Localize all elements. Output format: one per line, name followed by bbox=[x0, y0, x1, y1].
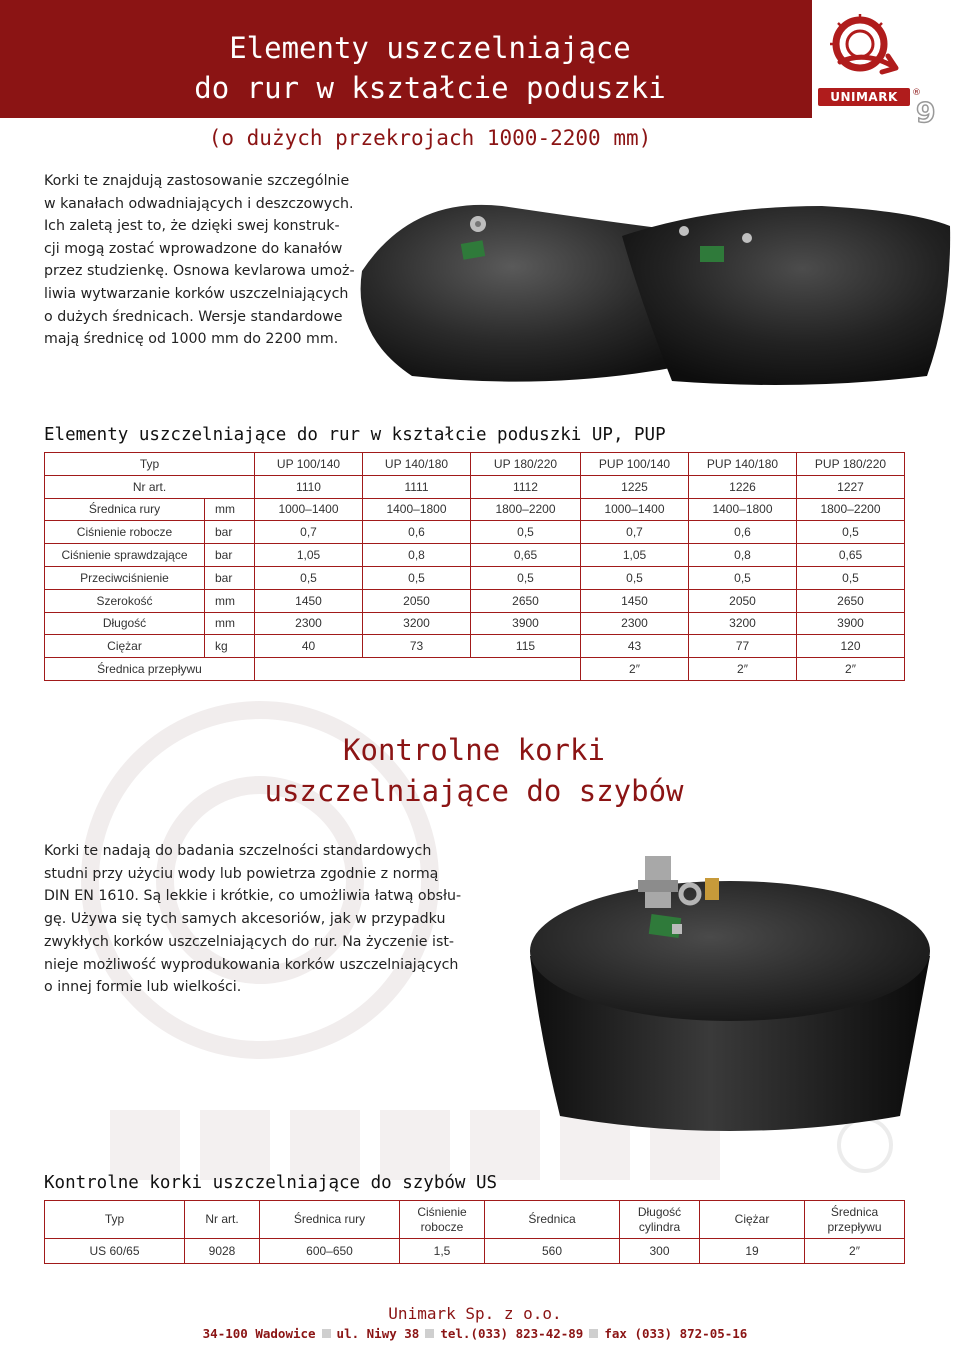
value-cell: 0,5 bbox=[797, 521, 905, 544]
header-cell: Ciężar bbox=[700, 1201, 805, 1239]
value-cell: 0,5 bbox=[581, 566, 689, 589]
header-cell: UP 180/220 bbox=[471, 453, 581, 476]
header-cell: PUP 140/180 bbox=[689, 453, 797, 476]
value-cell: 1,05 bbox=[581, 544, 689, 567]
footer-address: 34-100 Wadowice bbox=[202, 1326, 316, 1341]
param-cell: Szerokość bbox=[45, 589, 205, 612]
registered-mark: ® bbox=[912, 88, 921, 98]
param-cell: Przeciwciśnienie bbox=[45, 566, 205, 589]
section2-title-line1: Kontrolne korki bbox=[343, 733, 605, 767]
unit-cell: bar bbox=[205, 566, 255, 589]
value-cell: 1111 bbox=[363, 475, 471, 498]
pillow-plug-spec-table bbox=[44, 452, 905, 681]
value-cell: 73 bbox=[363, 635, 471, 658]
separator-square-icon bbox=[589, 1329, 598, 1338]
value-cell: 0,5 bbox=[255, 566, 363, 589]
value-cell: 0,65 bbox=[471, 544, 581, 567]
page-title bbox=[0, 28, 860, 108]
unimark-logo-icon bbox=[826, 10, 902, 86]
intro-line: mają średnicę od 1000 mm do 2200 mm. bbox=[44, 331, 339, 348]
value-cell: 3900 bbox=[471, 612, 581, 635]
value-cell: 2650 bbox=[797, 589, 905, 612]
value-cell: 0,5 bbox=[797, 566, 905, 589]
value-cell: 0,7 bbox=[581, 521, 689, 544]
table2-title: Kontrolne korki uszczelniające do szybów US bbox=[44, 1173, 498, 1193]
separator-square-icon bbox=[425, 1329, 434, 1338]
header-cell: Średnica przepływu bbox=[805, 1201, 905, 1239]
value-cell: 1110 bbox=[255, 475, 363, 498]
value-cell: 1227 bbox=[797, 475, 905, 498]
value-cell: 2″ bbox=[581, 658, 689, 681]
value-cell: 1450 bbox=[581, 589, 689, 612]
intro-line: Korki te znajdują zastosowanie szczególnie bbox=[44, 173, 350, 189]
logo-wordmark: UNIMARK bbox=[818, 88, 910, 106]
param-cell: Ciśnienie robocze bbox=[45, 521, 205, 544]
value-cell: 40 bbox=[255, 635, 363, 658]
header-cell: Średnica rury bbox=[260, 1201, 400, 1239]
value-cell: 0,8 bbox=[689, 544, 797, 567]
param-cell: Długość bbox=[45, 612, 205, 635]
header-cell: UP 100/140 bbox=[255, 453, 363, 476]
section2-text bbox=[44, 840, 462, 999]
section2-line: studni przy użyciu wody lub powietrza zgodnie z normą bbox=[44, 865, 439, 882]
page-title-line1: Elementy uszczelniające bbox=[229, 31, 631, 65]
value-cell: 120 bbox=[797, 635, 905, 658]
value-cell: 0,8 bbox=[363, 544, 471, 567]
value-cell: 2300 bbox=[255, 612, 363, 635]
table-row bbox=[45, 635, 905, 658]
value-cell: 1800–2200 bbox=[797, 498, 905, 521]
unit-cell: mm bbox=[205, 612, 255, 635]
value-cell: 2″ bbox=[689, 658, 797, 681]
header-cell: Typ bbox=[45, 1201, 185, 1239]
param-cell: Średnica przepływu bbox=[45, 658, 255, 681]
value-cell: 1400–1800 bbox=[689, 498, 797, 521]
table-row bbox=[45, 1239, 905, 1264]
footer-street: ul. Niwy 38 bbox=[336, 1326, 420, 1341]
value-cell: 300 bbox=[620, 1239, 700, 1264]
value-cell: 9028 bbox=[185, 1239, 260, 1264]
value-cell: 0,5 bbox=[363, 566, 471, 589]
value-cell: 0,5 bbox=[689, 566, 797, 589]
section2-line: Korki te nadają do badania szczelności standardowych bbox=[44, 843, 432, 859]
value-cell: 1400–1800 bbox=[363, 498, 471, 521]
value-cell: 2050 bbox=[363, 589, 471, 612]
header-cell: Ciśnienie robocze bbox=[400, 1201, 485, 1239]
table-header-row bbox=[45, 1201, 905, 1239]
intro-line: liwia wytwarzanie korków uszczelniających bbox=[44, 285, 349, 302]
section2-line: nieje możliwość wyprodukowania korków uszczelniających bbox=[44, 956, 459, 973]
value-cell: 19 bbox=[700, 1239, 805, 1264]
table-row bbox=[45, 498, 905, 521]
value-cell: 0,7 bbox=[255, 521, 363, 544]
shaft-plug-photo bbox=[520, 836, 940, 1136]
page-number: 9 bbox=[916, 96, 936, 129]
header-cell: Długość cylindra bbox=[620, 1201, 700, 1239]
table-row bbox=[45, 589, 905, 612]
value-cell: 3900 bbox=[797, 612, 905, 635]
value-cell: 2300 bbox=[581, 612, 689, 635]
section2-line: gę. Używa się tych samych akcesoriów, jak w przypadku bbox=[44, 911, 446, 928]
section2-title-line2: uszczelniające do szybów bbox=[264, 774, 684, 808]
param-cell: Nr art. bbox=[45, 475, 255, 498]
footer-tel: tel.(033) 823-42-89 bbox=[440, 1326, 584, 1341]
value-cell: 1225 bbox=[581, 475, 689, 498]
value-cell: 43 bbox=[581, 635, 689, 658]
value-cell: 0,6 bbox=[689, 521, 797, 544]
value-cell: 0,5 bbox=[471, 521, 581, 544]
value-cell: 0,5 bbox=[471, 566, 581, 589]
header-cell: PUP 180/220 bbox=[797, 453, 905, 476]
header-cell: PUP 100/140 bbox=[581, 453, 689, 476]
value-cell: 77 bbox=[689, 635, 797, 658]
unit-cell: bar bbox=[205, 544, 255, 567]
table-row bbox=[45, 658, 905, 681]
value-cell: 3200 bbox=[689, 612, 797, 635]
section2-line: DIN EN 1610. Są lekkie i krótkie, co umożliwia łatwą obsłu- bbox=[44, 888, 462, 905]
value-cell: 1000–1400 bbox=[255, 498, 363, 521]
table-row bbox=[45, 612, 905, 635]
value-cell: 1112 bbox=[471, 475, 581, 498]
intro-line: cji mogą zostać wprowadzone do kanałów bbox=[44, 240, 343, 257]
value-cell: US 60/65 bbox=[45, 1239, 185, 1264]
section2-title bbox=[0, 730, 948, 812]
value-cell: 1000–1400 bbox=[581, 498, 689, 521]
footer-company: Unimark Sp. z o.o. bbox=[388, 1304, 562, 1323]
separator-square-icon bbox=[322, 1329, 331, 1338]
value-cell: 2650 bbox=[471, 589, 581, 612]
intro-line: przez studzienkę. Osnowa kevlarowa umoż- bbox=[44, 263, 355, 280]
shaft-plug-spec-table bbox=[44, 1200, 905, 1264]
footer-contact bbox=[0, 1326, 950, 1341]
table1-title: Elementy uszczelniające do rur w kształcie poduszki UP, PUP bbox=[44, 425, 666, 445]
table-row bbox=[45, 544, 905, 567]
value-cell: 115 bbox=[471, 635, 581, 658]
footer-fax: fax (033) 872-05-16 bbox=[604, 1326, 748, 1341]
section2-line: o innej formie lub wielkości. bbox=[44, 979, 242, 996]
unit-cell: mm bbox=[205, 589, 255, 612]
value-cell: 0,6 bbox=[363, 521, 471, 544]
page-title-line2: do rur w kształcie poduszki bbox=[194, 71, 666, 105]
header-cell: Typ bbox=[45, 453, 255, 476]
value-cell: 3200 bbox=[363, 612, 471, 635]
pillow-plug-photo bbox=[352, 176, 952, 396]
value-cell: 2″ bbox=[797, 658, 905, 681]
intro-line: Ich zaletą jest to, że dzięki swej konstruk- bbox=[44, 218, 340, 235]
param-cell: Ciśnienie sprawdzające bbox=[45, 544, 205, 567]
table-header-row bbox=[45, 453, 905, 476]
value-cell: 0,65 bbox=[797, 544, 905, 567]
unit-cell: mm bbox=[205, 498, 255, 521]
value-cell: 560 bbox=[485, 1239, 620, 1264]
value-cell: 1800–2200 bbox=[471, 498, 581, 521]
value-cell bbox=[255, 658, 581, 681]
section2-line: zwykłych korków uszczelniających do rur. Na życzenie ist- bbox=[44, 933, 455, 950]
header-cell: Średnica bbox=[485, 1201, 620, 1239]
unit-cell: bar bbox=[205, 521, 255, 544]
param-cell: Średnica rury bbox=[45, 498, 205, 521]
value-cell: 600–650 bbox=[260, 1239, 400, 1264]
intro-line: o dużych średnicach. Wersje standardowe bbox=[44, 308, 343, 325]
value-cell: 1,5 bbox=[400, 1239, 485, 1264]
unit-cell: kg bbox=[205, 635, 255, 658]
value-cell: 1450 bbox=[255, 589, 363, 612]
header-cell: UP 140/180 bbox=[363, 453, 471, 476]
page-subtitle: (o dużych przekrojach 1000-2200 mm) bbox=[208, 126, 652, 150]
header-cell: Nr art. bbox=[185, 1201, 260, 1239]
intro-line: w kanałach odwadniających i deszczowych. bbox=[44, 195, 354, 212]
value-cell: 1226 bbox=[689, 475, 797, 498]
value-cell: 2050 bbox=[689, 589, 797, 612]
table-row bbox=[45, 566, 905, 589]
intro-text bbox=[44, 170, 355, 351]
value-cell: 2″ bbox=[805, 1239, 905, 1264]
table-row bbox=[45, 521, 905, 544]
table-row bbox=[45, 475, 905, 498]
value-cell: 1,05 bbox=[255, 544, 363, 567]
param-cell: Ciężar bbox=[45, 635, 205, 658]
